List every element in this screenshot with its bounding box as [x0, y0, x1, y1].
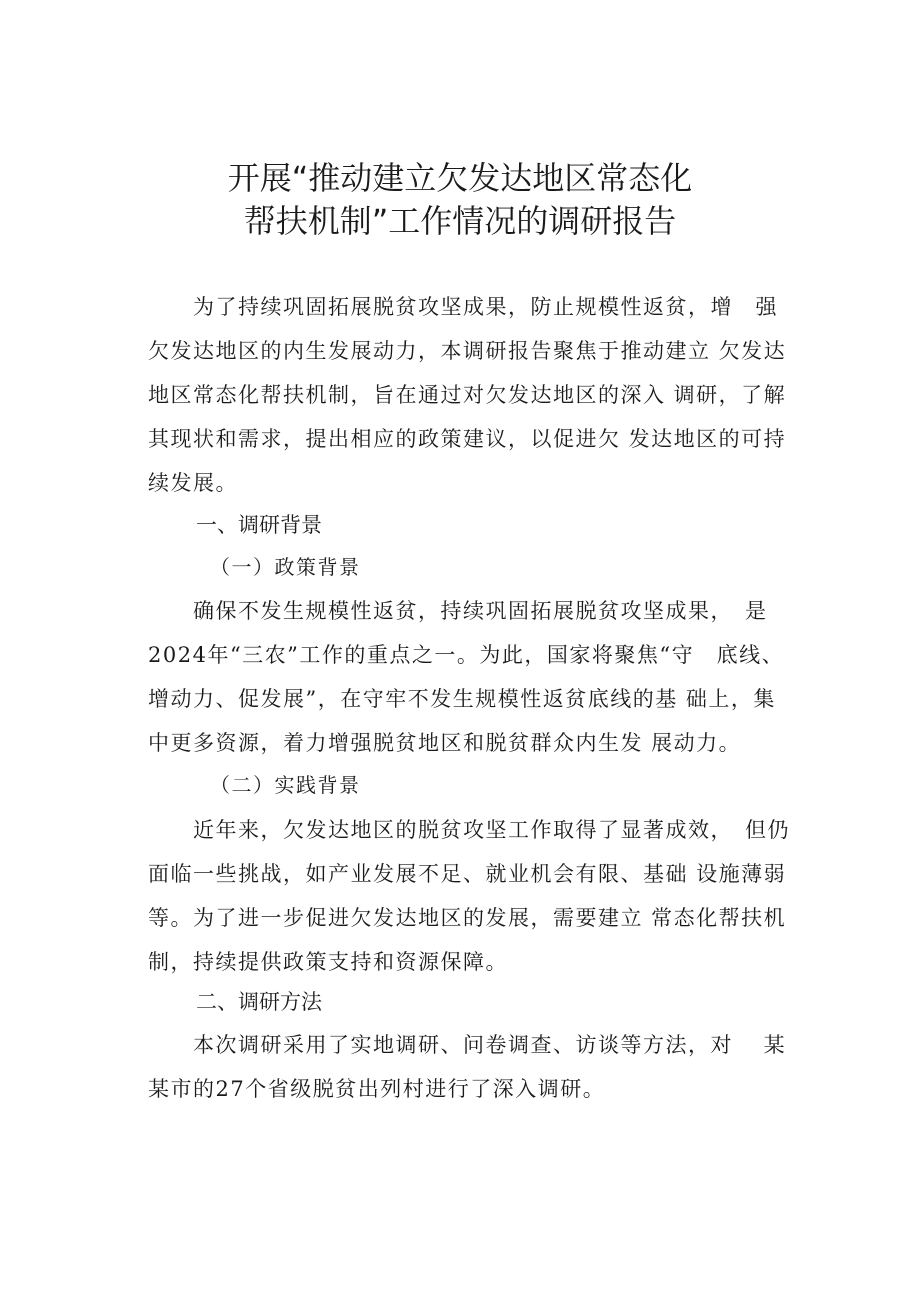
practice-line-3: 等。为了进一步促进欠发达地区的发展，需要建立 常态化帮扶机: [148, 906, 787, 930]
method-line-2: 某市的27个省级脱贫出列村进行了深入调研。: [148, 1077, 606, 1101]
intro-line-4: 其现状和需求，提出相应的政策建议，以促进欠 发达地区的可持: [148, 427, 787, 451]
policy-line-1: 确保不发生规模性返贫，持续巩固拓展脱贫攻坚成果， 是: [148, 599, 768, 623]
policy-line-3: 增动力、促发展”，在守牢不发生规模性返贫底线的基 础上，集: [148, 687, 776, 711]
intro-line-3: 地区常态化帮扶机制，旨在通过对欠发达地区的深入 调研，了解: [148, 383, 787, 407]
policy-line-2: 2024年“三农”工作的重点之一。为此，国家将聚焦“守 底线、: [148, 643, 785, 667]
document-title-line-2: 帮扶机制”工作情况的调研报告: [243, 202, 677, 240]
practice-line-4: 制，持续提供政策支持和资源保障。: [148, 950, 508, 974]
section-1-1-heading: （一）政策背景: [210, 555, 361, 579]
section-1-heading: 一、调研背景: [196, 513, 322, 537]
practice-line-2: 面临一些挑战，如产业发展不足、就业机会有限、基础 设施薄弱: [148, 862, 787, 886]
document-title-line-1: 开展“推动建立欠发达地区常态化: [227, 159, 693, 197]
policy-line-4: 中更多资源，着力增强脱贫地区和脱贫群众内生发 展动力。: [148, 731, 742, 755]
section-2-heading: 二、调研方法: [196, 990, 322, 1014]
method-line-1: 本次调研采用了实地调研、问卷调查、访谈等方法，对 某: [148, 1033, 787, 1057]
intro-line-5: 续发展。: [148, 471, 238, 495]
intro-line-2: 欠发达地区的内生发展动力，本调研报告聚焦于推动建立 欠发达: [148, 339, 787, 363]
intro-line-1: 为了持续巩固拓展脱贫攻坚成果，防止规模性返贫，增 强: [148, 295, 778, 319]
practice-line-1: 近年来，欠发达地区的脱贫攻坚工作取得了显著成效， 但仍: [148, 818, 790, 842]
section-1-2-heading: （二）实践背景: [210, 773, 361, 797]
